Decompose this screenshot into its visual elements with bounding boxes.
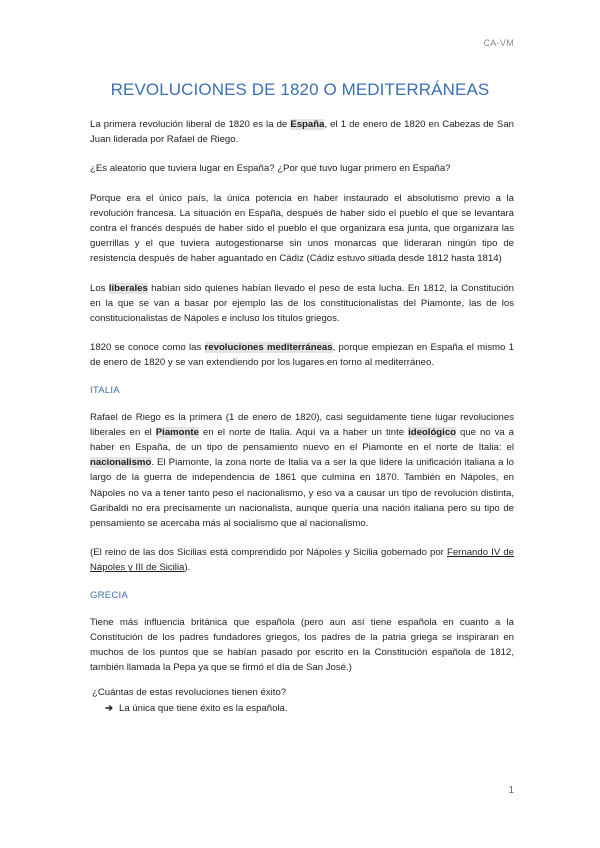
page-title: REVOLUCIONES DE 1820 O MEDITERRÁNEAS — [110, 80, 490, 99]
text-run: ). — [184, 562, 191, 574]
intro-question: ¿Es aleatorio que tuviera lugar en España? ¿Por qué tuvo lugar primero en España? — [90, 163, 451, 175]
grecia-answer: La única que tiene éxito es la española. — [119, 702, 288, 714]
italia-paragraph-1 — [90, 410, 514, 532]
document-body — [90, 117, 514, 716]
highlight-nacionalismo: nacionalismo — [90, 457, 152, 469]
text-run: en el norte de Italia. Aquí va a haber un tinte — [198, 426, 409, 438]
section-heading-italia: ITALIA — [90, 384, 120, 396]
text-run: , el 1 de enero de 1820 en Cabezas de San Juan liderada por Rafael de Riego. — [90, 119, 514, 146]
underlined-fernando: Fernando IV de Nápoles y III de Sicilia — [90, 547, 514, 574]
text-run: , porque empiezan en España el mismo 1 de enero de 1820 y se van extendiendo por los lugares en torno al mediterráneo. — [90, 342, 514, 369]
intro-paragraph-1 — [90, 117, 514, 147]
intro-paragraph-4 — [90, 281, 514, 327]
grecia-paragraph-1: Tiene más influencia británica que española (pero aun así tiene española en cuanto a la Constitución de los padres fundadores griegos, los padres de la patria griega se inspiraran en muchos de los puntos que se habían pasado por escrito en la Constitución española de 1812, también llamada la Pepa ya que se firmó el día de San José.) — [90, 616, 514, 674]
italia-paragraph-2 — [90, 545, 514, 575]
text-run: . El Piamonte, la zona norte de Italia va a ser la que lidere la unificación italiana a lo largo de la guerra de independencia de 1861 que culmina en 1870. También en Nápoles, en Nápoles no va a tener tanto peso el nacionalismo, y eso va a causar un tipo de revolución distinta, Garibaldi no era precisamente un nacionalista, aunque quería una nación italiana pero su tipo de pensamiento se acercaba más al socialismo que al nacionalismo. — [90, 457, 514, 530]
highlight-ideologico: ideológico — [408, 426, 457, 438]
arrow-right-icon: ➔ — [105, 702, 114, 714]
text-run: que no va a haber en España, de un tipo de pensamiento nuevo en el Piamonte en el norte de Italia: el — [90, 426, 515, 454]
page-number: 1 — [508, 785, 514, 796]
highlight-espana: España — [290, 119, 325, 130]
highlight-piamonte: Piamonte — [155, 426, 199, 438]
section-heading-grecia: GRECIA — [90, 589, 128, 601]
highlight-revoluciones-mediterraneas: revoluciones mediterráneas — [204, 342, 333, 354]
text-run: habían sido quienes habían llevado el peso de esta lucha. En 1812, la Constitución en la que se van a basar por ejemplo las de los constitucionalistas del Piamonte, las de los constitucionalistas de Nápoles e incluso los títulos griegos. — [90, 282, 514, 325]
header-tag: CA-VM — [483, 38, 514, 48]
text-run: Los — [90, 282, 109, 294]
intro-paragraph-3: Porque era el único país, la única potencia en haber instaurado el absolutismo previo a la revolución francesa. La situación en España, después de haber sido el pueblo el que se levantara contra el francés después de haber sido el pueblo el que organizara esa junta, que organizara las guerrillas y el que tuviera autogestionarse sin unos monarcas que lideraran ningún tipo de resistencia después de haber aguantado en Cádiz (Cádiz estuvo sitiada desde 1812 hasta 1814) — [90, 192, 514, 265]
intro-paragraph-5 — [90, 340, 514, 370]
text-run: 1820 se conoce como las — [90, 342, 205, 354]
text-run: (El reino de las dos Sicilias está comprendido por Nápoles y Sicilia gobernado por — [90, 547, 447, 559]
highlight-liberales: liberales — [108, 282, 148, 294]
text-run: La primera revolución liberal de 1820 es la de — [90, 119, 291, 130]
grecia-answer-line — [105, 701, 514, 716]
grecia-question: ¿Cuántas de estas revoluciones tienen éxito? — [92, 687, 287, 699]
text-run: Rafael de Riego es la primera (1 de enero de 1820), casi seguidamente tiene lugar revoluciones liberales en el — [90, 411, 514, 438]
